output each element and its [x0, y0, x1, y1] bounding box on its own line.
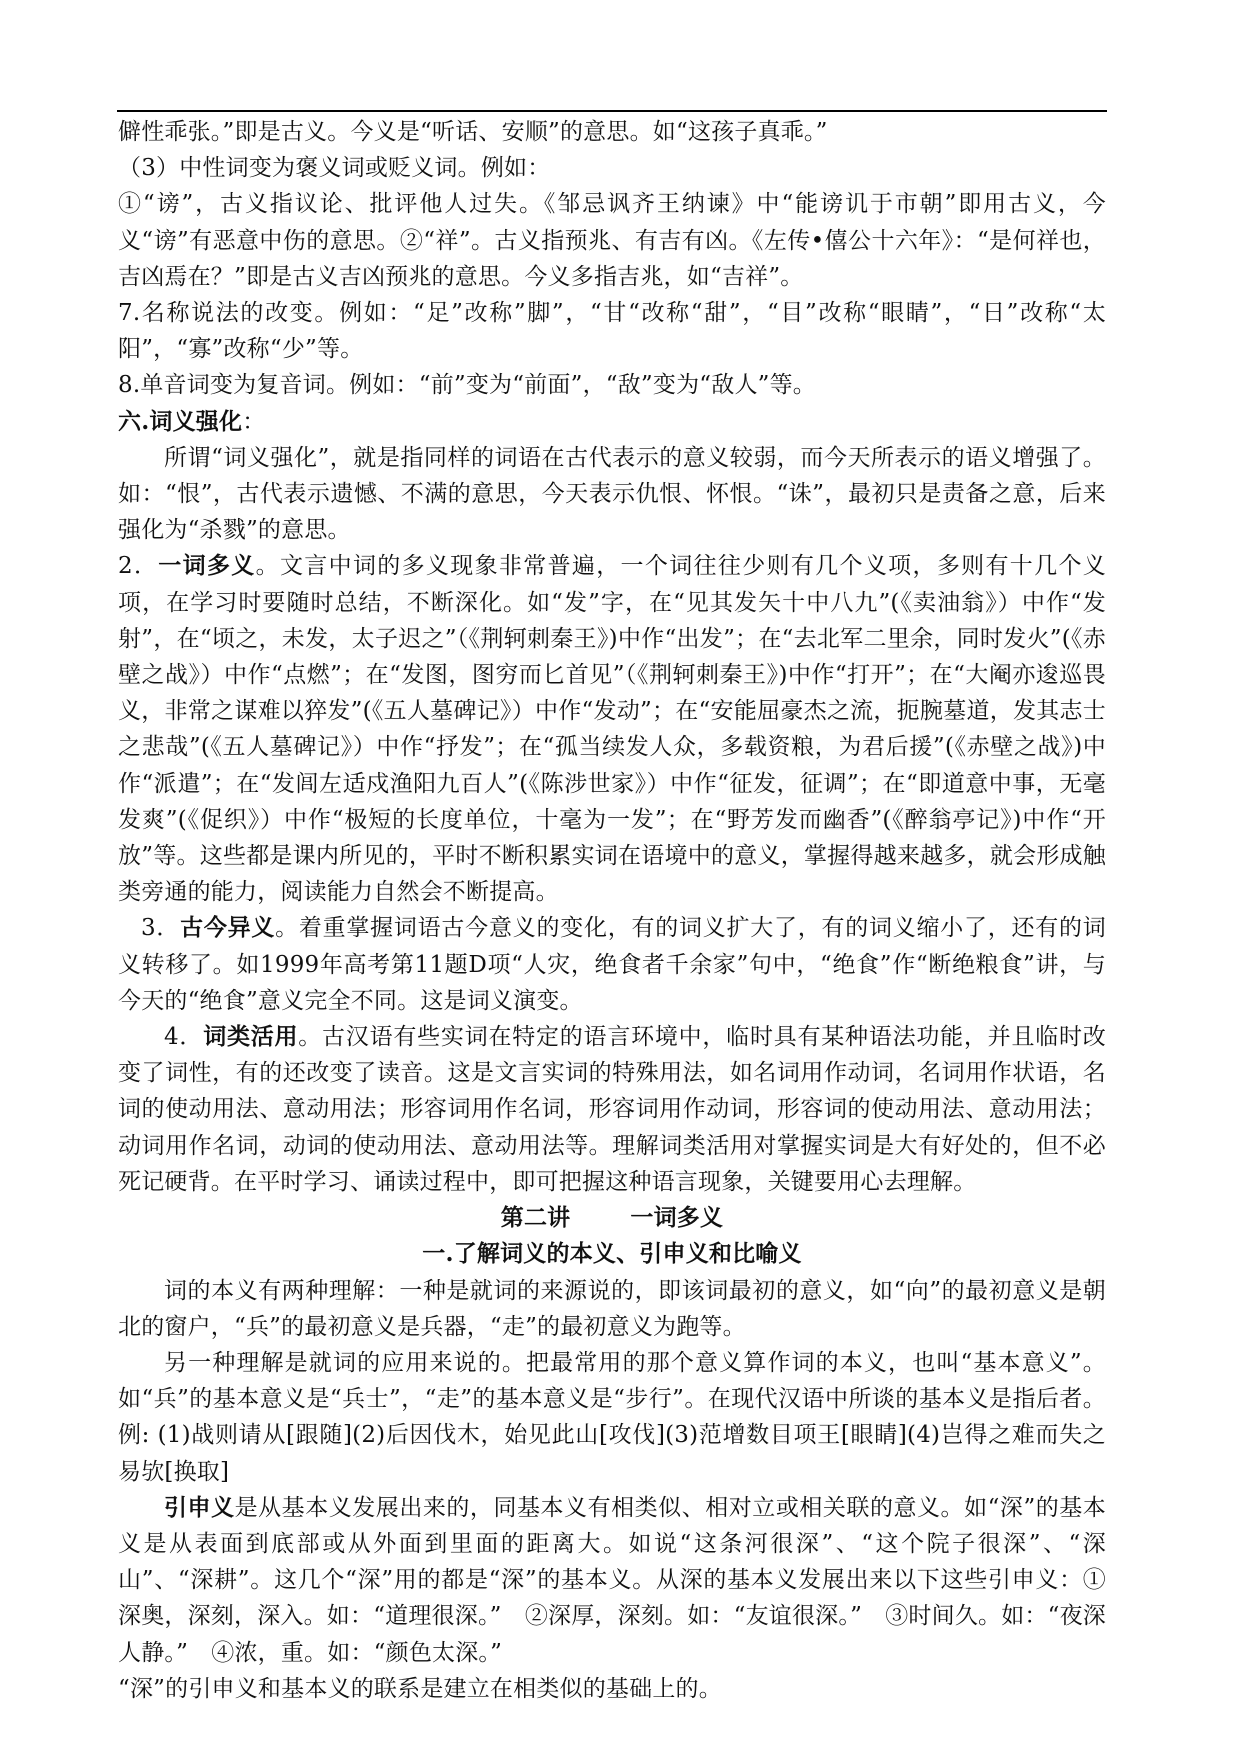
- paragraph: 僻性乖张。”即是古义。今义是“听话、安顺”的意思。如“这孩子真乖。”: [118, 119, 828, 145]
- item-term: 引申义: [164, 1493, 235, 1521]
- section-heading-text: 六.词义强化: [118, 407, 243, 435]
- header-rule: [117, 110, 1107, 112]
- item-term: 古今异义: [180, 914, 276, 942]
- paragraph: 7.名称说法的改变。例如：“足”改称”脚”，“甘“改称“甜”，“目”改称“眼睛”，“日”改称“太阳”，“寡”改称“少”等。: [118, 300, 1106, 363]
- section-heading-colon: ：: [242, 408, 266, 435]
- item-term: 词类活用: [203, 1023, 299, 1051]
- item-text: 。着重掌握词语古今意义的变化，有的词义扩大了，有的词义缩小了，还有的词义转移了。如1999年高考第11题D项“人灾，绝食者千余家”句中，“绝食”作“断绝粮食”讲，与今天的“绝食”意义完全不同。这是词义演变。: [118, 915, 1106, 1014]
- item-number: 3．: [141, 915, 181, 942]
- section-title: 一.了解词义的本义、引申义和比喻义: [422, 1240, 802, 1268]
- paragraph: [118, 548, 1106, 910]
- lecture-title: [118, 1200, 1106, 1236]
- item-term: 一词多义: [158, 552, 256, 580]
- lecture-name: 一词多义: [630, 1204, 724, 1232]
- paragraph: “深”的引申义和基本义的联系是建立在相类似的基础上的。: [118, 1675, 722, 1702]
- item-text: 是从基本义发展出来的，同基本义有相类似、相对立或相关联的意义。如“深”的基本义是从表面到底部或从外面到里面的距离大。如说“这条河很深”、“这个院子很深”、“深山”、“深耕”。这几个“深”用的都是“深”的基本义。从深的基本义发展出来以下这些引申义：①深奥，深刻，深入。如：“道理很深。” ②深厚，深刻。如：“友谊很深。” ③时间久。如：“夜深人静。” ④浓，重。如：“颜色太深。”: [118, 1494, 1106, 1666]
- section-heading: [118, 404, 1106, 440]
- paragraph: 另一种理解是就词的应用来说的。把最常用的那个意义算作词的本义，也叫“基本意义”。如“兵”的基本意义是“兵士”，“走”的基本意义是“步行”。在现代汉语中所谈的基本义是指后者。例: (1)战则请从[跟随](2)后因伐木，始见此山[攻伐](3)范增数目项王[眼睛](4)岂得之难而失之易欤[换取]: [118, 1349, 1106, 1485]
- paragraph: 8.单音词变为复音词。例如：“前”变为“前面”，“敌”变为“敌人”等。: [118, 372, 817, 399]
- lecture-number: 第二讲: [500, 1204, 571, 1232]
- item-text: 。文言中词的多义现象非常普遍，一个词往往少则有几个义项，多则有十几个义项，在学习时要随时总结，不断深化。如“发”字，在“见其发矢十中八九”(《卖油翁》）中作“发射”，在“顷之，未发，太子迟之”（《荆轲刺秦王》)中作“出发”；在“去北军二里余，同时发火”(《赤壁之战》）中作“点燃”；在“发图，图穷而匕首见”（《荆轲刺秦王》)中作“打开”；在“大阉亦逡巡畏义，非常之谋难以猝发”(《五人墓碑记》）中作“发动”；在“安能屈豪杰之流，扼腕墓道，发其志士之悲哉”(《五人墓碑记》）中作“抒发”；在“孤当续发人众，多载资粮，为君后援”(《赤壁之战》)中作“派遣”；在“发闾左适戍渔阳九百人”(《陈涉世家》）中作“征发，征调”；在“即道意中事，无毫发爽”(《促织》）中作“极短的长度单位，十毫为一发”；在“野芳发而幽香”(《醉翁亭记》)中作“开放”等。这些都是课内所见的，平时不断积累实词在语境中的意义，掌握得越来越多，就会形成触类旁通的能力，阅读能力自然会不断提高。: [118, 553, 1106, 906]
- item-number: 4．: [164, 1024, 204, 1051]
- paragraph: [118, 1019, 1106, 1200]
- document-body: [118, 114, 1106, 1707]
- paragraph: （3）中性词变为褒义词或贬义词。例如：: [118, 155, 551, 182]
- paragraph: 词的本义有两种理解：一种是就词的来源说的，即该词最初的意义，如“向”的最初意义是朝北的窗户，“兵”的最初意义是兵器，“走”的最初意义为跑等。: [118, 1277, 1106, 1340]
- paragraph: [118, 1490, 1106, 1671]
- item-text: 。古汉语有些实词在特定的语言环境中，临时具有某种语法功能，并且临时改变了词性，有的还改变了读音。这是文言实词的特殊用法，如名词用作动词，名词用作状语，名词的使动用法、意动用法；形容词用作名词，形容词用作动词，形容词的使动用法、意动用法；动词用作名词，动词的使动用法、意动用法等。理解词类活用对掌握实词是大有好处的，但不必死记硬背。在平时学习、诵读过程中，即可把握这种语言现象，关键要用心去理解。: [118, 1024, 1106, 1195]
- item-number: 2．: [118, 553, 159, 580]
- paragraph: 所谓“词义强化”，就是指同样的词语在古代表示的意义较弱，而今天所表示的语义增强了。如：“恨”，古代表示遗憾、不满的意思，今天表示仇恨、怀恨。“诛”，最初只是责备之意，后来强化为“杀戮”的意思。: [118, 444, 1106, 544]
- paragraph: [118, 910, 1106, 1019]
- paragraph: ①“谤”，古义指议论、批评他人过失。《邹忌讽齐王纳谏》中“能谤讥于市朝”即用古义，今义“谤”有恶意中伤的意思。②“祥”。古义指预兆、有吉有凶。《左传•僖公十六年》：“是何祥也，吉凶焉在？”即是古义吉凶预兆的意思。今义多指吉兆，如“吉祥”。: [118, 191, 1106, 290]
